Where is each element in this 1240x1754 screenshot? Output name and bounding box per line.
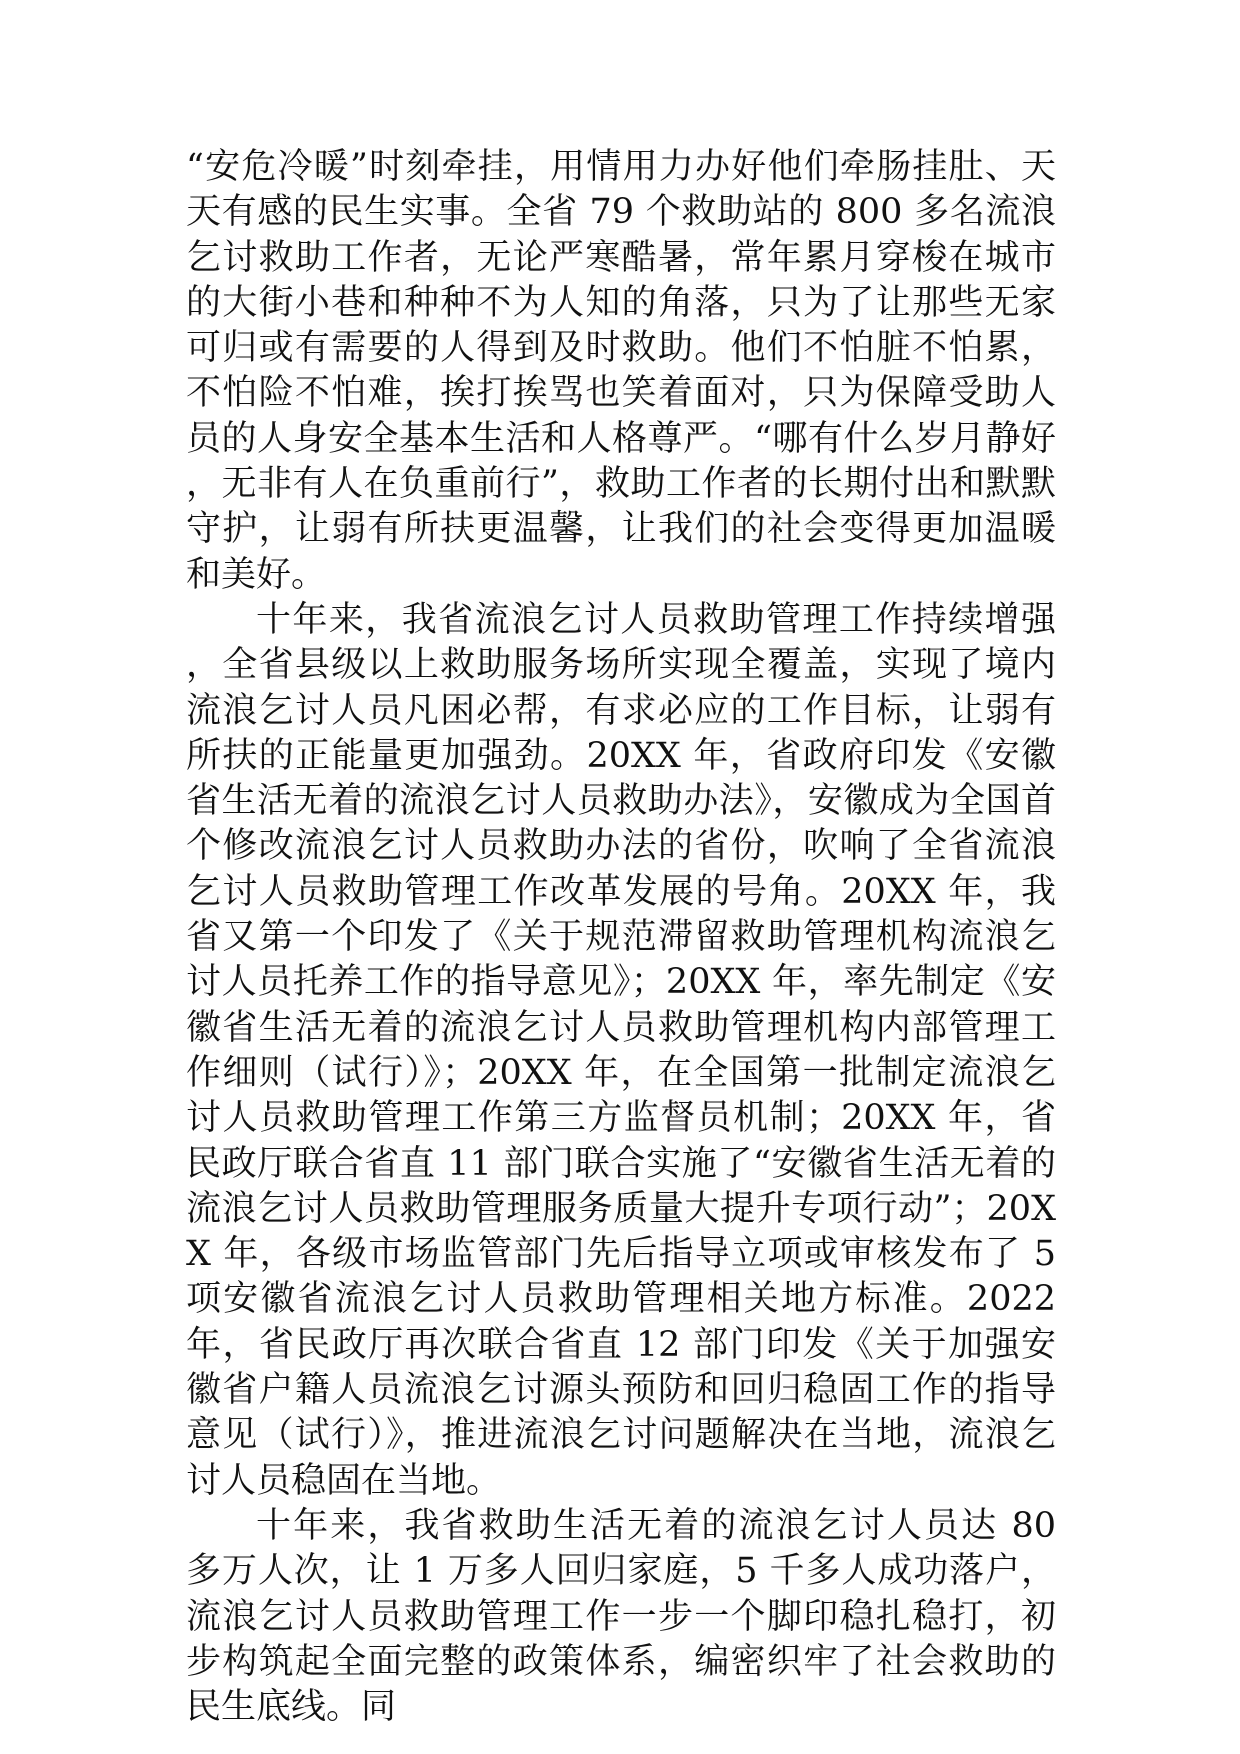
paragraph-1: “安危冷暖”时刻牵挂，用情用力办好他们牵肠挂肚、天天有感的民生实事。全省 79 个救助站的 800 多名流浪乞讨救助工作者，无论严寒酷暑，常年累月穿梭在城市的大街小巷和种种不为人知的角落，只为了让那些无家可归或有需要的人得到及时救助。他们不怕脏不怕累，不怕险不怕难，挨打挨骂也笑着面对，只为保障受助人员的人身安全基本生活和人格尊严。“哪有什么岁月静好，无非有人在负重前行”，救助工作者的长期付出和默默守护，让弱有所扶更温馨，让我们的社会变得更加温暖和美好。 [186, 147, 1056, 595]
paragraph-2: 十年来，我省流浪乞讨人员救助管理工作持续增强，全省县级以上救助服务场所实现全覆盖，实现了境内流浪乞讨人员凡困必帮，有求必应的工作目标，让弱有所扶的正能量更加强劲。20XX 年，省政府印发《安徽省生活无着的流浪乞讨人员救助办法》，安徽成为全国首个修改流浪乞讨人员救助办法的省份，吹响了全省流浪乞讨人员救助管理工作改革发展的号角。20XX 年，我省又第一个印发了《关于规范滞留救助管理机构流浪乞讨人员托养工作的指导意见》；20XX 年，率先制定《安徽省生活无着的流浪乞讨人员救助管理机构内部管理工作细则（试行）》；20XX 年，在全国第一批制定流浪乞讨人员救助管理工作第三方监督员机制；20XX 年，省民政厅联合省直 11 部门联合实施了“安徽省生活无着的流浪乞讨人员救助管理服务质量大提升专项行动”；20XX 年，各级市场监管部门先后指导立项或审核发布了 5 项安徽省流浪乞讨人员救助管理相关地方标准。2022 年，省民政厅再次联合省直 12 部门印发《关于加强安徽省户籍人员流浪乞讨源头预防和回归稳固工作的指导意见（试行）》，推进流浪乞讨问题解决在当地，流浪乞讨人员稳固在当地。 [186, 599, 1056, 1501]
paragraph-3: 十年来，我省救助生活无着的流浪乞讨人员达 80 多万人次，让 1 万多人回归家庭，5 千多人成功落户，流浪乞讨人员救助管理工作一步一个脚印稳扎稳打，初步构筑起全面完整的政策体系，编密织牢了社会救助的民生底线。同 [186, 1505, 1056, 1728]
document-body [186, 145, 1056, 1730]
